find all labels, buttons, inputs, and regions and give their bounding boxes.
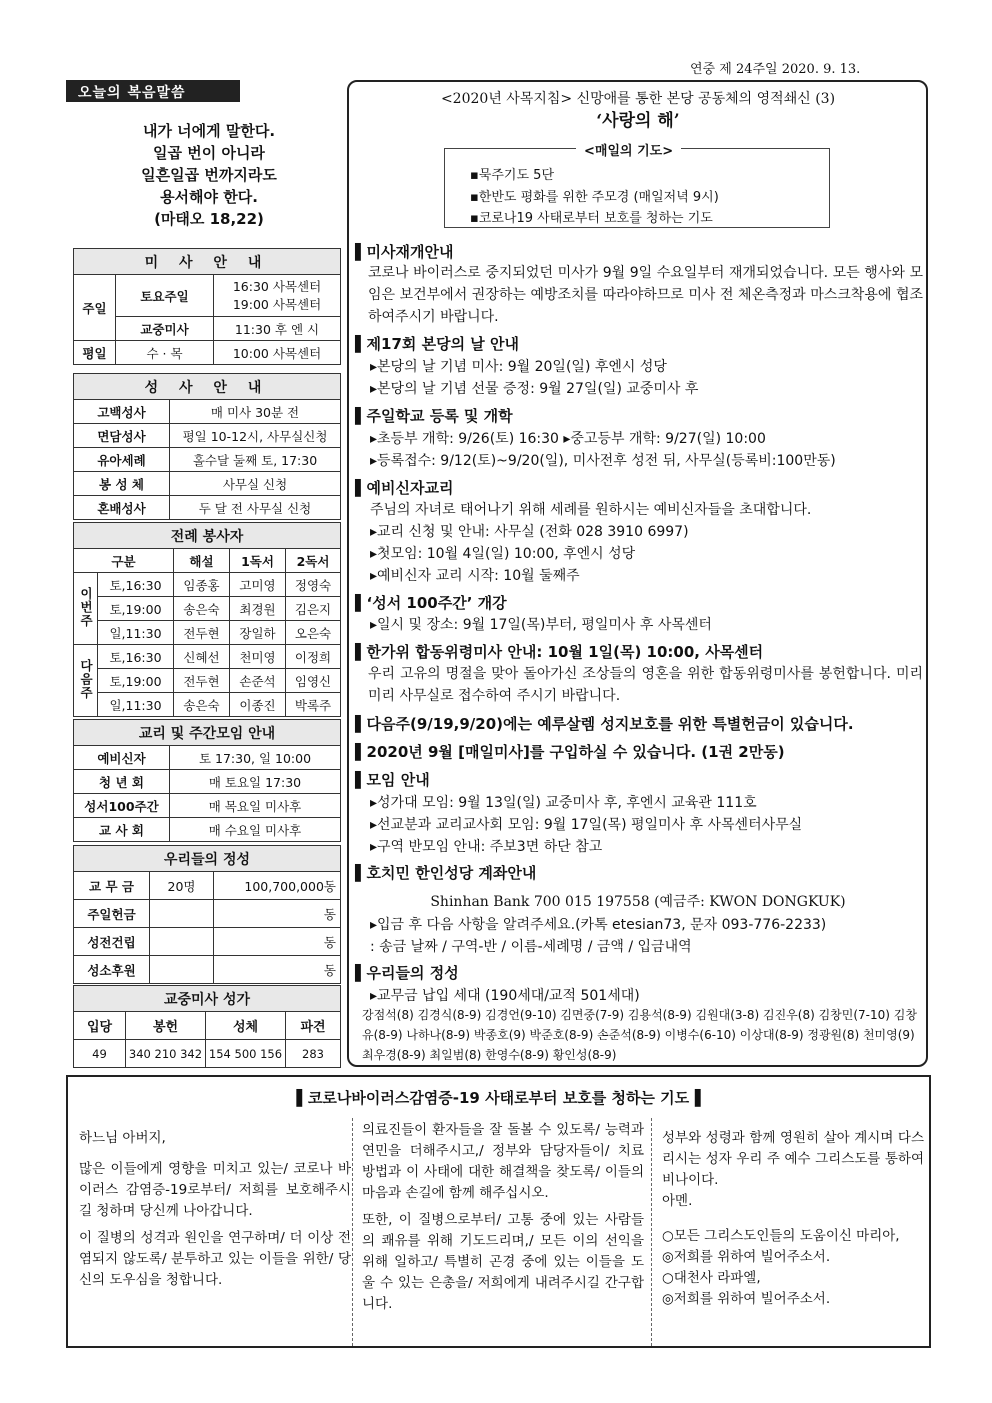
offering-name: 성소후원 bbox=[74, 956, 150, 984]
gospel-title: 오늘의 복음말씀 bbox=[66, 80, 240, 102]
next-week-label: 다음주 bbox=[74, 645, 98, 717]
section-line: ▸초등부 개학: 9/26(토) 16:30 ▸중고등부 개학: 9/27(일) 10:00 bbox=[370, 431, 766, 447]
section-text: 우리 고유의 명절을 맞아 돌아가신 조상들의 영혼을 위한 합동위령미사를 봉헌합니다. 미리 미리 사무실로 접수하여 주시기 바랍니다. bbox=[368, 666, 923, 704]
sacrament-name: 봉 성 체 bbox=[74, 472, 170, 496]
year-theme: ‘사랑의 해’ bbox=[596, 111, 680, 131]
server-name: 신혜선 bbox=[174, 645, 230, 669]
kyojung-time: 11:30 후 엔 시 bbox=[214, 317, 341, 341]
offering-amount: 100,700,000동 bbox=[214, 872, 341, 900]
litany-line: ◎저희를 위하여 빌어주소서. bbox=[662, 1249, 831, 1265]
server-name: 이종진 bbox=[230, 693, 286, 717]
bank-account: Shinhan Bank 700 015 197558 (예금주: KWON DONGKUK) bbox=[430, 894, 846, 910]
bulletin-date: 연중 제 24주일 2020. 9. 13. bbox=[690, 62, 861, 77]
offering-name: 주일헌금 bbox=[74, 900, 150, 928]
choir-header: 봉헌 bbox=[126, 1012, 206, 1040]
prayer-paragraph: 많은 이들에게 영향을 미치고 있는/ 코로나 바이러스 감염증-19로부터/ 저희를 보호해주시길 청하며 당신께 나아갑니다. bbox=[79, 1161, 351, 1219]
litany-line: ◎저희를 위하여 빌어주소서. bbox=[662, 1291, 831, 1307]
column-divider bbox=[352, 1118, 353, 1346]
sat-time-1: 16:30 사목센터 bbox=[232, 278, 322, 294]
server-name: 장일하 bbox=[230, 621, 286, 645]
offering-count: 20명 bbox=[150, 872, 214, 900]
column-divider bbox=[651, 1118, 652, 1346]
server-slot: 토,19:00 bbox=[98, 669, 174, 693]
prayer-paragraph: 성부와 성령과 함께 영원히 살아 계시며 다스리시는 성자 우리 주 예수 그리스도를 통하여 비나이다. bbox=[662, 1130, 924, 1188]
server-name: 임영신 bbox=[286, 669, 341, 693]
choir-header: 입당 bbox=[74, 1012, 126, 1040]
server-name: 송은숙 bbox=[174, 597, 230, 621]
sacraments-table bbox=[73, 373, 341, 520]
sacrament-info: 평일 10-12시, 사무실신청 bbox=[170, 424, 341, 448]
server-name: 오은숙 bbox=[286, 621, 341, 645]
section-title: ▌모임 안내 bbox=[355, 771, 430, 789]
section-line: 주님의 자녀로 태어나기 위해 세례를 원하시는 예비신자들을 초대합니다. bbox=[370, 502, 812, 518]
meeting-time: 매 토요일 17:30 bbox=[170, 770, 341, 794]
daily-prayer-item: ▪한반도 평화를 위한 주모경 (매일저녁 9시) bbox=[470, 190, 719, 205]
gospel-line: 일곱 번이 아니라 bbox=[153, 144, 265, 162]
server-name: 정영숙 bbox=[286, 573, 341, 597]
section-title: ▌예비신자교리 bbox=[355, 479, 454, 497]
section-title: ▌주일학교 등록 및 개학 bbox=[355, 407, 513, 425]
gospel-line: 내가 너에게 말한다. bbox=[142, 122, 276, 140]
server-slot: 일,11:30 bbox=[98, 693, 174, 717]
prayer-title: ▌코로나바이러스감염증-19 사태로부터 보호를 청하는 기도▐ bbox=[296, 1089, 701, 1107]
sacraments-title: 성 사 안 내 bbox=[74, 374, 341, 400]
prayer-paragraph: 의료진들이 환자들을 잘 돌볼 수 있도록/ 능력과 연민을 더해주시고,/ 정부와 담당자들이/ 치료 방법과 이 사태에 대한 해결책을 찾도록/ 이들의 마음과 손길에 함께 해주십시오. bbox=[362, 1122, 644, 1201]
gospel-line: 일흔일곱 번까지라도 bbox=[141, 166, 277, 184]
mass-schedule-title: 미 사 안 내 bbox=[74, 249, 341, 275]
server-name: 김은지 bbox=[286, 597, 341, 621]
saturday-times bbox=[214, 275, 341, 317]
choir-table bbox=[73, 985, 341, 1068]
offering-title: 우리들의 정성 bbox=[74, 846, 341, 872]
meeting-name: 예비신자 bbox=[74, 746, 170, 770]
offering-amount: 동 bbox=[214, 900, 341, 928]
server-name: 고미영 bbox=[230, 573, 286, 597]
sacrament-name: 혼배성사 bbox=[74, 496, 170, 520]
sunday-label: 주일 bbox=[74, 275, 116, 341]
gospel-citation: (마태오 18,22) bbox=[154, 210, 264, 228]
offering-count bbox=[150, 928, 214, 956]
section-line: ▸등록접수: 9/12(토)~9/20(일), 미사전후 성전 뒤, 사무실(등록비:100만동) bbox=[370, 453, 836, 469]
section-line: ▸본당의 날 기념 선물 증정: 9월 27일(일) 교중미사 후 bbox=[370, 381, 699, 397]
prayer-column-2 bbox=[362, 1120, 644, 1315]
prayer-paragraph: 또한, 이 질병으로부터/ 고통 중에 있는 사람들의 쾌유를 위해 기도드리며,/ 모든 이의 선익을 위해 일하고/ 특별히 곤경 중에 있는 이들을 도울 수 있는 은총을/ 저희에게 내려주시길 간구합니다. bbox=[362, 1212, 644, 1312]
offering-amount: 동 bbox=[214, 956, 341, 984]
col-header: 1독서 bbox=[230, 549, 286, 573]
section-line: ▸입금 후 다음 사항을 알려주세요.(카톡 etesian73, 문자 093-776-2233) bbox=[370, 917, 827, 933]
litany-line: ○모든 그리스도인들의 도움이신 마리아, bbox=[662, 1228, 900, 1244]
pastoral-guideline: <2020년 사목지침> 신망애를 통한 본당 공동체의 영적쇄신 (3) bbox=[440, 91, 836, 107]
meeting-time: 토 17:30, 일 10:00 bbox=[170, 746, 341, 770]
section-line: ▸성가대 모임: 9월 13일(일) 교중미사 후, 후엔시 교육관 111호 bbox=[370, 795, 757, 811]
section-title: ▌호치민 한인성당 계좌안내 bbox=[355, 864, 537, 882]
offering-name: 교 무 금 bbox=[74, 872, 150, 900]
section-line: ▸구역 반모임 안내: 주보3면 하단 참고 bbox=[370, 839, 603, 855]
section-title: ▌한가위 합동위령미사 안내: 10월 1일(목) 10:00, 사목센터 bbox=[355, 643, 764, 661]
server-slot: 토,16:30 bbox=[98, 645, 174, 669]
choir-value: 340 210 342 bbox=[126, 1040, 206, 1068]
prayer-paragraph: 하느님 아버지, bbox=[79, 1130, 166, 1146]
meeting-time: 매 목요일 미사후 bbox=[170, 794, 341, 818]
server-name: 박록주 bbox=[286, 693, 341, 717]
server-slot: 토,16:30 bbox=[98, 573, 174, 597]
weekday-time: 10:00 사목센터 bbox=[214, 341, 341, 365]
daily-prayer-title: <매일의 기도> bbox=[576, 140, 681, 159]
choir-value: 154 500 156 bbox=[206, 1040, 286, 1068]
gospel-line: 용서해야 한다. bbox=[160, 188, 258, 206]
choir-title: 교중미사 성가 bbox=[74, 986, 341, 1012]
offering-name: 성전건립 bbox=[74, 928, 150, 956]
section-title: ▌제17회 본당의 날 안내 bbox=[355, 335, 519, 353]
server-name: 임종홍 bbox=[174, 573, 230, 597]
sacrament-info: 매 미사 30분 전 bbox=[170, 400, 341, 424]
meetings-title: 교리 및 주간모임 안내 bbox=[74, 720, 341, 746]
offering-amount: 동 bbox=[214, 928, 341, 956]
litany-line: ○대천사 라파엘, bbox=[662, 1270, 761, 1286]
sacrament-info: 사무실 신청 bbox=[170, 472, 341, 496]
server-name: 송은숙 bbox=[174, 693, 230, 717]
section-line: ▸선교분과 교리교사회 모임: 9월 17일(목) 평일미사 후 사목센터사무실 bbox=[370, 817, 803, 833]
meeting-name: 교 사 회 bbox=[74, 818, 170, 842]
choir-header: 성체 bbox=[206, 1012, 286, 1040]
prayer-column-1 bbox=[79, 1120, 351, 1291]
sacrament-name: 유아세례 bbox=[74, 448, 170, 472]
section-line: ▸첫모임: 10월 4일(일) 10:00, 후엔시 성당 bbox=[370, 546, 636, 562]
offering-count bbox=[150, 900, 214, 928]
offering-table bbox=[73, 845, 341, 984]
section-text: 코로나 바이러스로 중지되었던 미사가 9월 9일 수요일부터 재개되었습니다. 모든 행사와 모임은 보건부에서 권장하는 예방조치를 따라야하므로 미사 전 체온측정과 마스크착용에 협조하여주시기 바랍니다. bbox=[368, 265, 923, 325]
col-header: 해설 bbox=[174, 549, 230, 573]
section-title: ▌우리들의 정성 bbox=[355, 964, 459, 982]
meeting-name: 성서100주간 bbox=[74, 794, 170, 818]
prayer-column-3 bbox=[662, 1120, 924, 1310]
server-name: 전두현 bbox=[174, 669, 230, 693]
sacrament-name: 면담성사 bbox=[74, 424, 170, 448]
sat-time-2: 19:00 사목센터 bbox=[232, 296, 322, 312]
offering-count bbox=[150, 956, 214, 984]
server-name: 최경원 bbox=[230, 597, 286, 621]
section-title: ▌미사재개안내 bbox=[355, 243, 454, 261]
section-line: ▸일시 및 장소: 9월 17일(목)부터, 평일미사 후 사목센터 bbox=[370, 617, 712, 633]
servers-table bbox=[73, 522, 341, 717]
prayer-amen: 아멘. bbox=[662, 1193, 693, 1209]
sacrament-name: 고백성사 bbox=[74, 400, 170, 424]
section-title: ▌다음주(9/19,9/20)에는 예루살렘 성지보호를 위한 특별헌금이 있습니다. bbox=[355, 715, 854, 733]
server-name: 천미영 bbox=[230, 645, 286, 669]
choir-header: 파견 bbox=[286, 1012, 341, 1040]
gospel-verse bbox=[74, 120, 344, 230]
weekday-days: 수 · 목 bbox=[116, 341, 214, 365]
saturday-sunday-label: 토요주일 bbox=[116, 275, 214, 317]
daily-prayer-item: ▪묵주기도 5단 bbox=[470, 168, 555, 183]
section-line: ▸교리 신청 및 안내: 사무실 (전화 028 3910 6997) bbox=[370, 524, 689, 540]
kyojung-label: 교중미사 bbox=[116, 317, 214, 341]
section-line: ▸교무금 납입 세대 (190세대/교적 501세대) bbox=[370, 988, 640, 1004]
server-name: 전두현 bbox=[174, 621, 230, 645]
section-line: ▸예비신자 교리 시작: 10월 둘째주 bbox=[370, 568, 580, 584]
choir-value: 49 bbox=[74, 1040, 126, 1068]
meetings-table bbox=[73, 719, 341, 842]
section-title: ▌2020년 9월 [매일미사]를 구입하실 수 있습니다. (1권 2만동) bbox=[355, 743, 785, 761]
server-name: 이정희 bbox=[286, 645, 341, 669]
section-line: : 송금 날짜 / 구역-반 / 이름-세례명 / 금액 / 입금내역 bbox=[370, 939, 692, 955]
donor-names: 강점석(8) 김경식(8-9) 김경언(9-10) 김면중(7-9) 김용석(8-9) 김원대(3-8) 김진우(8) 김창민(7-10) 김창유(8-9) 나하나(8-9) 박종호(9) 박준호(8-9) 손준석(8-9) 이병수(6-10) 이상대(8-9) 정광원(8) 천미영(9) 최우경(8-9) 최일범(8) 한영수(8-9) 황인성(8-9) bbox=[362, 1008, 917, 1062]
prayer-paragraph: 이 질병의 성격과 원인을 연구하며/ 더 이상 전염되지 않도록/ 분투하고 있는 이들을 위한/ 당신의 도우심을 청합니다. bbox=[79, 1230, 351, 1288]
section-line: ▸본당의 날 기념 미사: 9월 20일(일) 후엔시 성당 bbox=[370, 359, 667, 375]
servers-title: 전례 봉사자 bbox=[74, 523, 341, 549]
weekday-label: 평일 bbox=[74, 341, 116, 365]
server-slot: 토,19:00 bbox=[98, 597, 174, 621]
server-name: 손준석 bbox=[230, 669, 286, 693]
col-header: 2독서 bbox=[286, 549, 341, 573]
daily-prayer-item: ▪코로나19 사태로부터 보호를 청하는 기도 bbox=[470, 211, 713, 226]
col-header: 구분 bbox=[74, 549, 174, 573]
choir-value: 283 bbox=[286, 1040, 341, 1068]
section-title: ▌‘성서 100주간’ 개강 bbox=[355, 594, 507, 612]
meeting-name: 청 년 회 bbox=[74, 770, 170, 794]
sacrament-info: 두 달 전 사무실 신청 bbox=[170, 496, 341, 520]
this-week-label: 이번주 bbox=[74, 573, 98, 645]
server-slot: 일,11:30 bbox=[98, 621, 174, 645]
sacrament-info: 홀수달 둘째 토, 17:30 bbox=[170, 448, 341, 472]
mass-schedule-table bbox=[73, 248, 341, 365]
meeting-time: 매 수요일 미사후 bbox=[170, 818, 341, 842]
